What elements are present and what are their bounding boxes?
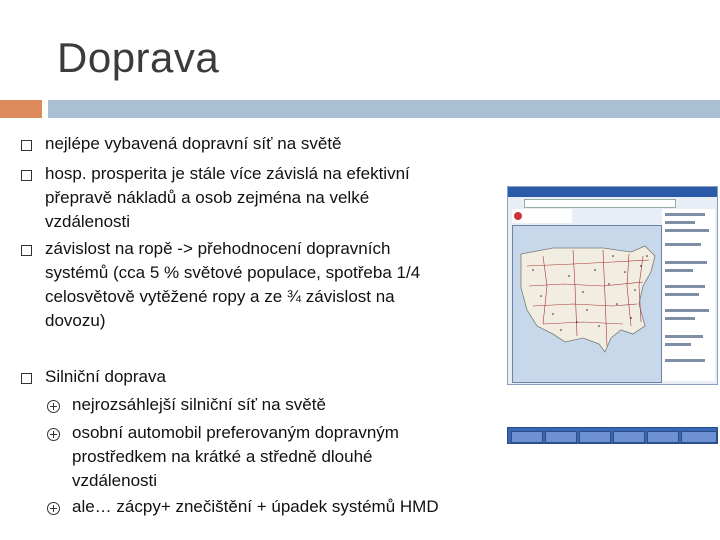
bullet-line: závislost na ropě -> přehodnocení dopravních	[45, 239, 391, 258]
sidebar-line	[665, 317, 695, 320]
bullet-line: dovozu)	[45, 311, 106, 330]
sidebar-line	[665, 359, 705, 362]
sidebar-line	[665, 243, 701, 246]
sub-bullet-text	[72, 421, 399, 493]
bullet-text	[45, 237, 420, 333]
bullet-line: celosvětově vytěžené ropy a ze ¾ závislost na	[45, 287, 395, 306]
circle-plus-bullet-icon	[47, 400, 60, 413]
taskbar-button	[613, 431, 645, 443]
us-road-map	[512, 225, 662, 383]
sidebar-line	[665, 285, 705, 288]
taskbar-button	[579, 431, 611, 443]
bullet-text	[45, 365, 166, 389]
taskbar-button	[647, 431, 679, 443]
sub-bullet-line: ale… zácpy+ znečištění + úpadek systémů HMD	[72, 497, 439, 516]
bullet-line: vzdálenosti	[45, 212, 131, 231]
sidebar-line	[665, 309, 709, 312]
header-accent-orange	[0, 100, 42, 118]
circle-plus-bullet-icon	[47, 502, 60, 515]
bullet-line: systémů (cca 5 % světové populace, spotřeba 1/4	[45, 263, 421, 282]
sub-bullet-text	[72, 495, 439, 519]
circle-plus-bullet-icon	[47, 428, 60, 441]
slide-title: Doprava	[57, 34, 220, 81]
header-accent-blue	[48, 100, 720, 118]
square-bullet-icon	[21, 140, 32, 151]
bullet-text	[45, 162, 410, 234]
bullet-line: nejlépe vybavená dopravní síť na světě	[45, 134, 342, 153]
browser-address-bar	[524, 199, 676, 208]
sidebar-line	[665, 293, 699, 296]
bullet-line: Silniční doprava	[45, 367, 166, 386]
bullet-text	[45, 132, 342, 156]
sidebar-line	[665, 335, 703, 338]
sub-bullet-line: prostředkem na krátké a středně dlouhé	[72, 447, 373, 466]
sub-bullet-line: vzdálenosti	[72, 471, 158, 490]
bullet-line: přepravě nákladů a osob zejména na velké	[45, 188, 370, 207]
sidebar-line	[665, 229, 709, 232]
taskbar-button	[545, 431, 577, 443]
bullet-line: hosp. prosperita je stále více závislá na efektivní	[45, 164, 410, 183]
browser-titlebar	[508, 187, 717, 197]
sidebar-line	[665, 343, 691, 346]
square-bullet-icon	[21, 245, 32, 256]
taskbar-button	[681, 431, 717, 443]
sidebar-line	[665, 213, 705, 216]
map-sidebar	[662, 209, 715, 381]
sidebar-line	[665, 269, 693, 272]
square-bullet-icon	[21, 373, 32, 384]
sidebar-line	[665, 261, 707, 264]
square-bullet-icon	[21, 170, 32, 181]
taskbar-screenshot	[507, 427, 718, 444]
us-map-screenshot	[507, 186, 718, 385]
us-map-graphic	[513, 226, 661, 382]
taskbar-button	[511, 431, 543, 443]
sub-bullet-text	[72, 393, 326, 417]
sidebar-line	[665, 221, 695, 224]
site-logo	[512, 209, 572, 223]
sub-bullet-line: nejrozsáhlejší silniční síť na světě	[72, 395, 326, 414]
sub-bullet-line: osobní automobil preferovaným dopravným	[72, 423, 399, 442]
